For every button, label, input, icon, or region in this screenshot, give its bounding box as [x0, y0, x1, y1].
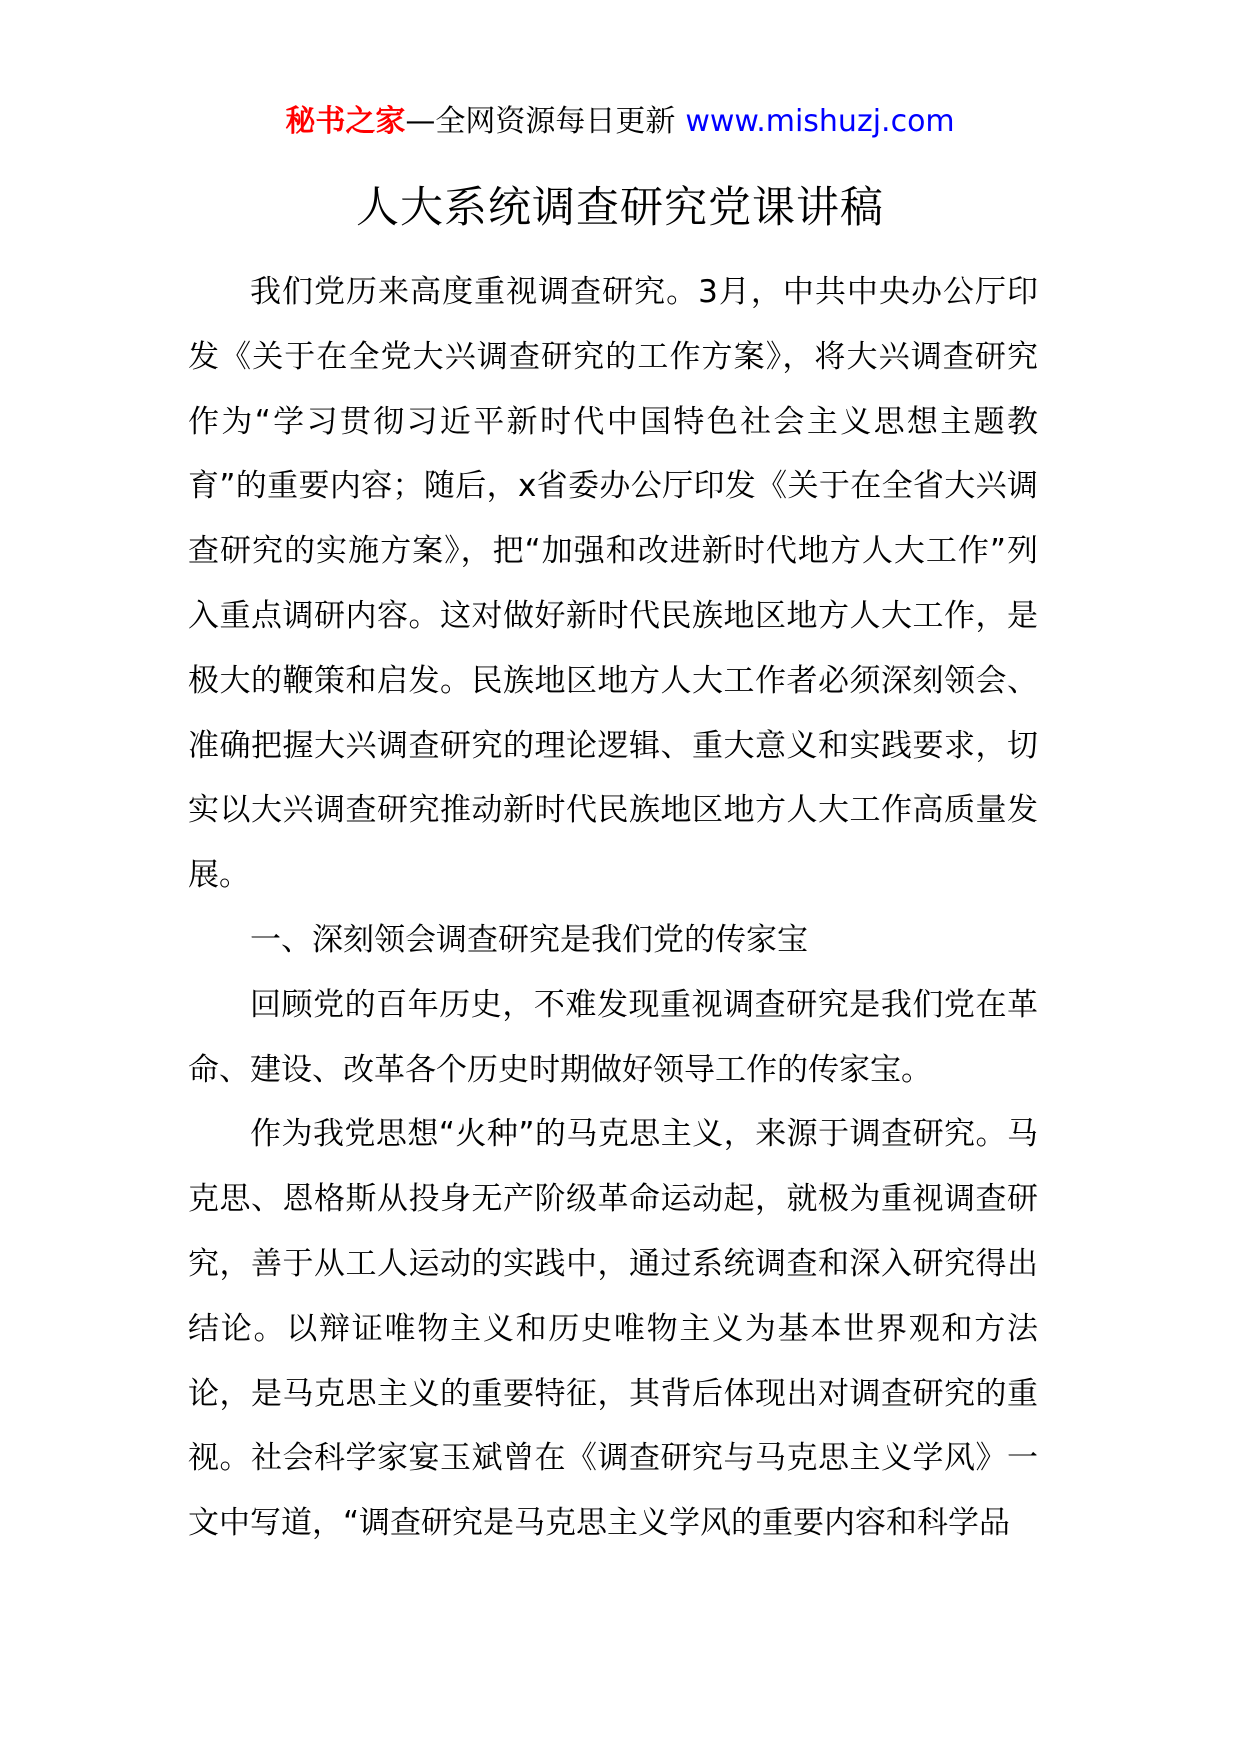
paragraph-marxism: 作为我党思想“火种”的马克思主义，来源于调查研究。马克思、恩格斯从投身无产阶级革命运动起，就极为重视调查研究，善于从工人运动的实践中，通过系统调查和深入研究得出结论。以辩证唯物主义和历史唯物主义为基本世界观和方法论，是马克思主义的重要特征，其背后体现出对调查研究的重视。社会科学家宴玉斌曾在《调查研究与马克思主义学风》一文中写道，“调查研究是马克思主义学风的重要内容和科学品	[188, 1116, 1038, 1542]
header-tagline: —全网资源每日更新	[405, 104, 676, 139]
paragraph-intro: 我们党历来高度重视调查研究。3月，中共中央办公厅印发《关于在全党大兴调查研究的工作方案》，将大兴调查研究作为“学习贯彻习近平新时代中国特色社会主义思想主题教育”的重要内容；随后，x省委办公厅印发《关于在全省大兴调查研究的实施方案》，把“加强和改进新时代地方人大工作”列入重点调研内容。这对做好新时代民族地区地方人大工作，是极大的鞭策和启发。民族地区地方人大工作者必须深刻领会、准确把握大兴调查研究的理论逻辑、重大意义和实践要求，切实以大兴调查研究推动新时代民族地区地方人大工作高质量发展。	[188, 274, 1038, 894]
site-header	[0, 100, 1240, 144]
section-heading: 一、深刻领会调查研究是我们党的传家宝	[250, 921, 808, 958]
brand-name: 秘书之家	[285, 104, 406, 139]
paragraph-history: 回顾党的百年历史，不难发现重视调查研究是我们党在革命、建设、改革各个历史时期做好领导工作的传家宝。	[188, 986, 1038, 1088]
site-url-link[interactable]: www.mishuzj.com	[685, 104, 955, 139]
document-body	[188, 260, 1038, 1556]
document-title: 人大系统调查研究党课讲稿	[356, 183, 884, 233]
